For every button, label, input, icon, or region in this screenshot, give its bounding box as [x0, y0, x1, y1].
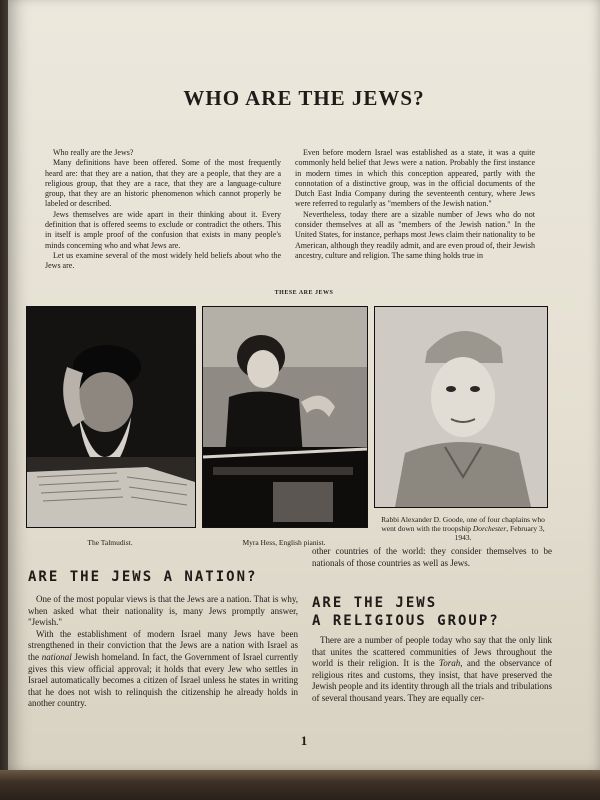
ship-name: Dorchester	[472, 524, 507, 533]
body-paragraph: One of the most popular views is that the Jews are a nation. That is why, when asked what their nationality is, many Jews promptly answer, "Jewish."	[28, 594, 298, 628]
heading-line: A RELIGIOUS GROUP?	[312, 613, 500, 629]
page-number: 1	[300, 733, 308, 748]
emphasis-text: Torah	[439, 658, 461, 669]
intro-right-column	[295, 148, 535, 261]
body-text: Jewish homeland. In fact, the Government of Israel currently gives this view official approval; it holds that every Jew who settles in Israel automatically becomes a citizen of Israel unless he states in writing that he does not wish to relinquish the citizenship he already holds in another country.	[28, 651, 298, 709]
intro-paragraph: Who really are the Jews?	[53, 148, 134, 157]
myra-hess-photo	[202, 306, 368, 528]
intro-left-column	[45, 148, 281, 272]
intro-paragraph: Nevertheless, today there are a sizable number of Jews who do not consider themselves at all as "members of the Jewish nation." In the United States, for instance, perhaps most Jews claim their nationality to be American, although they readily admit, and are even proud of, their Jewish ancestry, culture and religion. The same thing holds true in	[295, 209, 535, 260]
intro-paragraph: Jews themselves are wide apart in their thinking about it. Every definition that is offered seems to exclude or contradict the others. This in itself is ample proof of the confusion that exists in many people's minds concerning who and what Jews are.	[45, 209, 281, 250]
body-text: With the establishment of modern Israel many Jews have been strengthened in their conviction that the Jews are a nation with Israel as the	[28, 628, 298, 662]
intro-paragraph: Many definitions have been offered. Some of the most frequently heard are: that they are a nation, that they are a people, that they are a religious group, that they are a race, that they are a language-culture group, that they are an historic phenomenon which cannot properly be labeled or described.	[45, 158, 281, 209]
table-surface	[0, 770, 600, 800]
intro-paragraph: Let us examine several of the most widely held beliefs about who the Jews are.	[45, 250, 281, 271]
emphasis-text: national	[41, 651, 72, 662]
body-paragraph	[28, 629, 298, 710]
intro-paragraph: Even before modern Israel was established as a state, it was a quite commonly held belief that Jews were a nation. Probably the first instance in modern times in which this conception appeared, partly with the connotation of a distinctive group, was in the official documents of the Dutch East India Company during the seventeenth century, where Jews were referred to regularly as "members of the Jewish nation."	[295, 148, 535, 209]
rabbi-goode-caption	[378, 515, 548, 542]
heading-line: ARE THE JEWS	[312, 595, 438, 611]
caption-text: , February 3, 1943.	[454, 524, 545, 542]
photos-heading: THESE ARE JEWS	[274, 290, 334, 296]
religious-section-body	[312, 635, 552, 705]
talmudist-caption: The Talmudist.	[87, 538, 133, 547]
rabbi-goode-photo	[374, 306, 548, 508]
page-title: WHO ARE THE JEWS?	[183, 86, 425, 110]
nation-section-continued: other countries of the world: they consider themselves to be nationals of those countries as well as Jews.	[312, 546, 552, 568]
nation-section-body	[28, 594, 298, 710]
myra-hess-caption: Myra Hess, English pianist.	[242, 538, 326, 547]
talmudist-photo	[26, 306, 196, 528]
section-heading-religious	[312, 594, 552, 630]
book-page	[8, 0, 600, 770]
body-paragraph	[312, 635, 552, 705]
section-heading-nation: ARE THE JEWS A NATION?	[28, 569, 258, 585]
caption-text: Rabbi Alexander D. Goode, one of four chaplains who went down with the troopship	[381, 515, 545, 533]
body-text: There are a number of people today who say that the only link that unites the scattered communities of Jews throughout the world is their religion. It is the	[312, 635, 552, 669]
body-text: , and the observance of religious rites and customs, they insist, that have preserved the Jewish people and its identity through all the trials and tribulations of several thousand years. They are equally cer-	[312, 658, 553, 703]
